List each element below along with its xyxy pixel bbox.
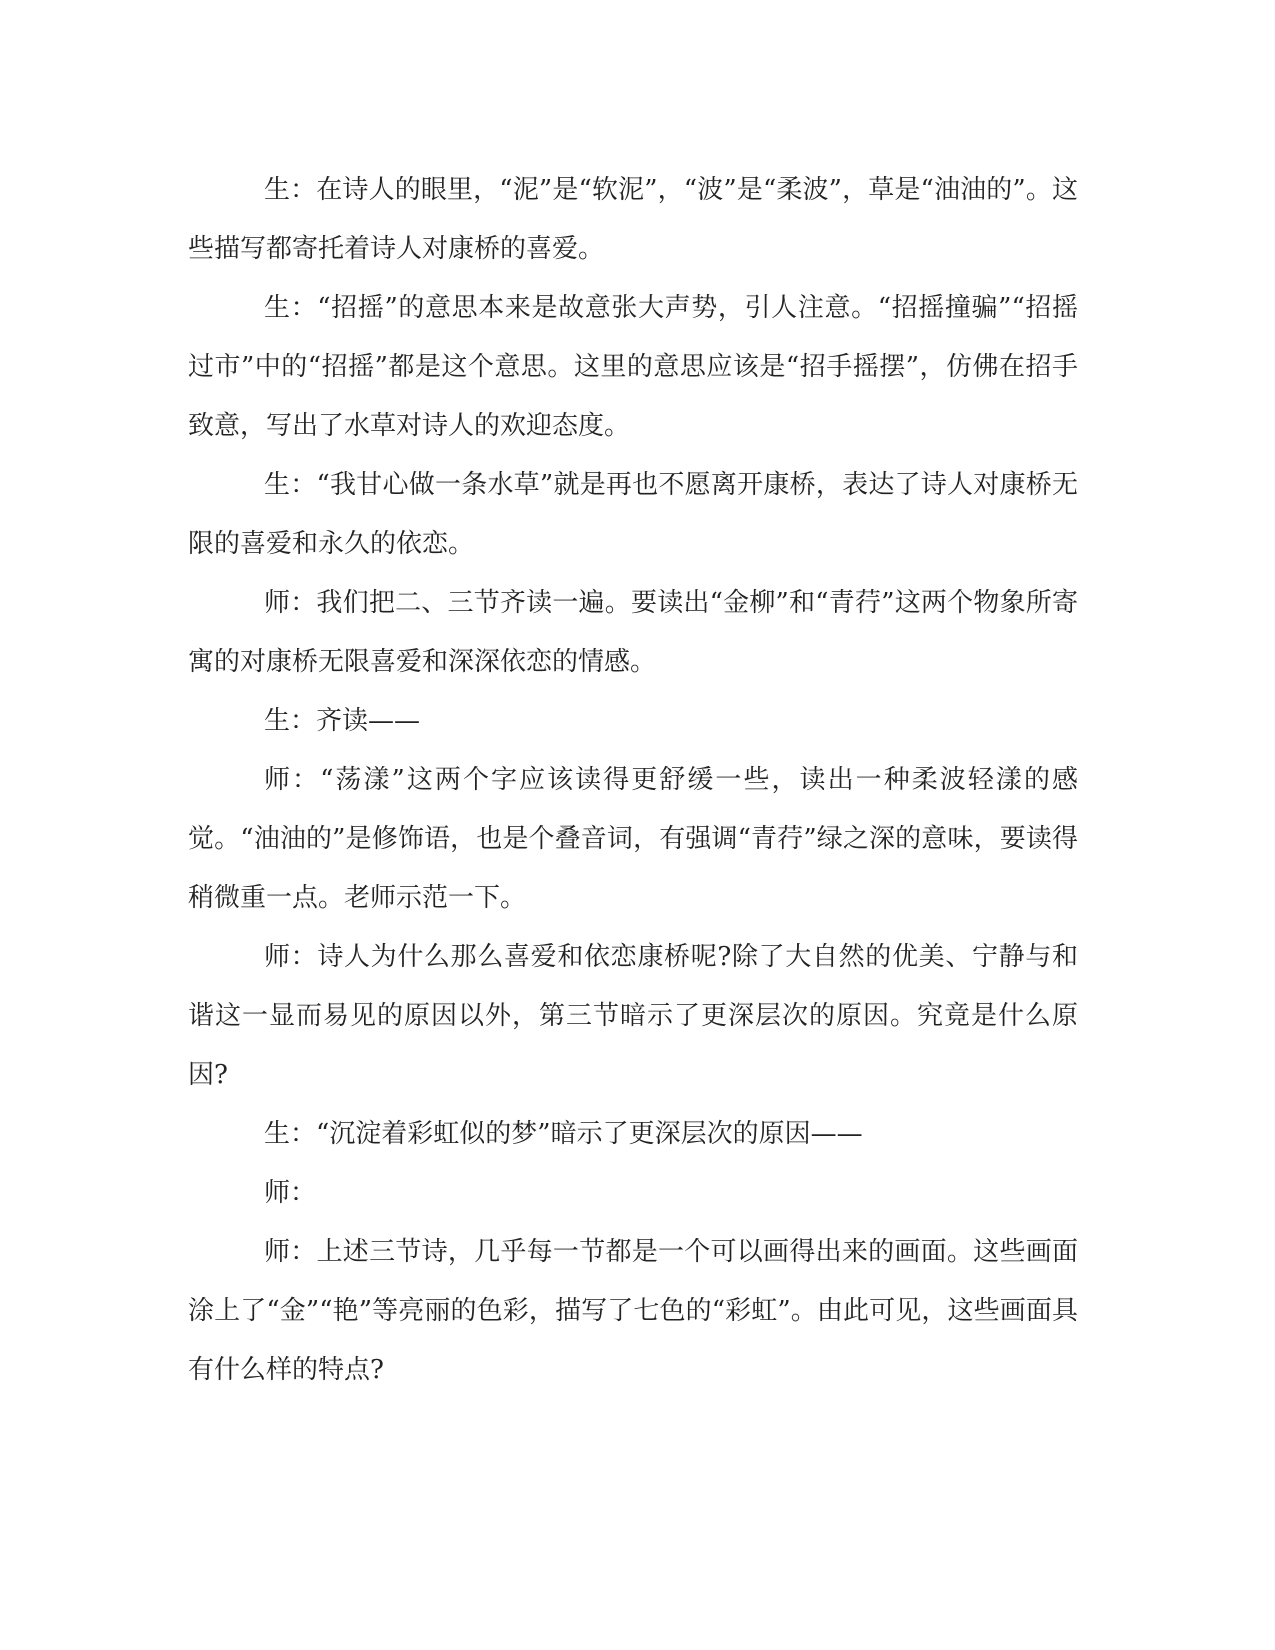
paragraph-2: 生：“招摇”的意思本来是故意张大声势，引人注意。“招摇撞骗”“招摇过市”中的“招摇”都是这个意思。这里的意思应该是“招手摇摆”，仿佛在招手致意，写出了水草对诗人的欢迎态度。	[188, 293, 1078, 441]
paragraph-6: 师：“荡漾”这两个字应该读得更舒缓一些，读出一种柔波轻漾的感觉。“油油的”是修饰语，也是个叠音词，有强调“青荇”绿之深的意味，要读得稍微重一点。老师示范一下。	[188, 765, 1078, 913]
paragraph-9: 师：	[264, 1178, 317, 1208]
paragraph-8: 生：“沉淀着彩虹似的梦”暗示了更深层次的原因——	[264, 1119, 863, 1149]
paragraph-1: 生：在诗人的眼里，“泥”是“软泥”，“波”是“柔波”，草是“油油的”。这些描写都寄托着诗人对康桥的喜爱。	[188, 175, 1078, 264]
paragraph-5: 生：齐读——	[264, 706, 421, 736]
paragraph-4: 师：我们把二、三节齐读一遍。要读出“金柳”和“青荇”这两个物象所寄寓的对康桥无限喜爱和深深依恋的情感。	[188, 588, 1078, 677]
paragraph-7: 师：诗人为什么那么喜爱和依恋康桥呢?除了大自然的优美、宁静与和谐这一显而易见的原因以外，第三节暗示了更深层次的原因。究竟是什么原因?	[188, 942, 1078, 1090]
document-body	[188, 161, 1078, 1400]
paragraph-10: 师：上述三节诗，几乎每一节都是一个可以画得出来的画面。这些画面涂上了“金”“艳”等亮丽的色彩，描写了七色的“彩虹”。由此可见，这些画面具有什么样的特点?	[188, 1237, 1078, 1385]
paragraph-3: 生：“我甘心做一条水草”就是再也不愿离开康桥，表达了诗人对康桥无限的喜爱和永久的依恋。	[188, 470, 1078, 559]
